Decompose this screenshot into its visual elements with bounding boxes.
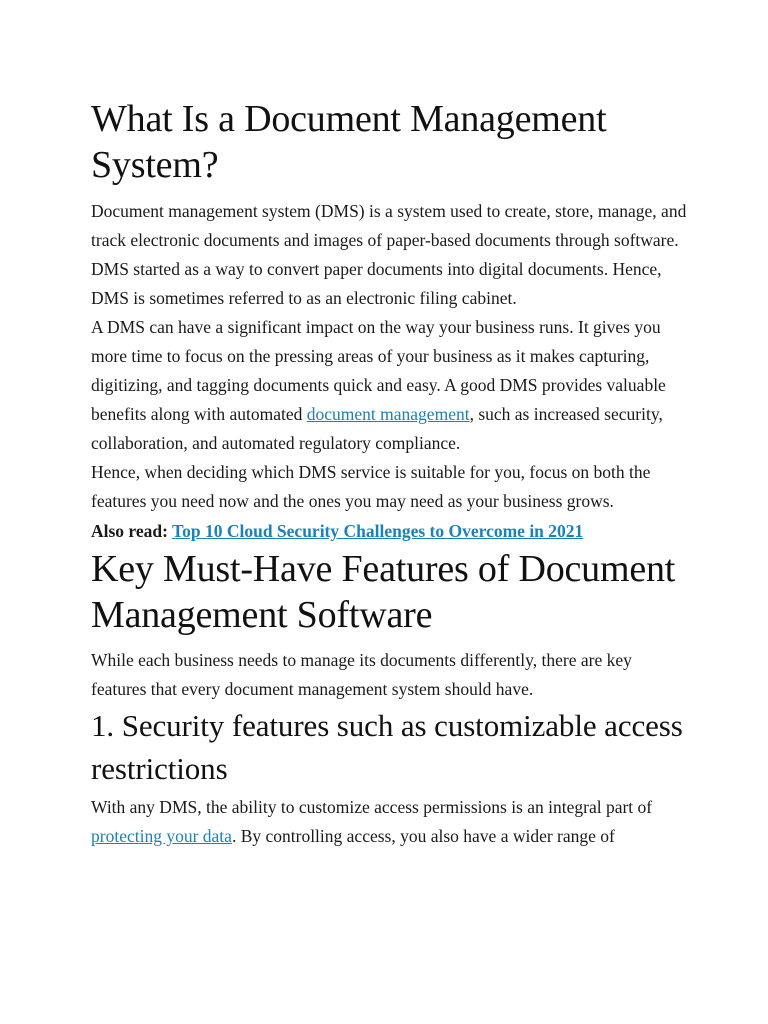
also-read-link[interactable]: Top 10 Cloud Security Challenges to Overcome in 2021 [172, 521, 584, 541]
protecting-your-data-link[interactable]: protecting your data [91, 826, 232, 846]
heading-what-is-dms: What Is a Document Management System? [91, 98, 607, 186]
paragraph-key-features-intro: While each business needs to manage its documents differently, there are key features that every document management system should have. [91, 650, 632, 699]
paragraph-dms-choice: Hence, when deciding which DMS service is suitable for you, focus on both the features you need now and the ones you may need as your business grows. [91, 462, 651, 511]
paragraph-dms-definition: Document management system (DMS) is a system used to create, store, manage, and track electronic documents and images of paper-based documents through software. DMS started as a way to convert paper documents into digital documents. Hence, DMS is sometimes referred to as an electronic filing cabinet. [91, 201, 687, 308]
heading-security-features: 1. Security features such as customizable access restrictions [91, 708, 683, 786]
heading-key-features: Key Must-Have Features of Document Management Software [91, 548, 676, 636]
paragraph-access-text-start: With any DMS, the ability to customize access permissions is an integral part of [91, 797, 653, 817]
document-management-link[interactable]: document management [306, 404, 470, 424]
paragraph-dms-impact-text-start: A DMS can have a significant impact on the way your business runs. It gives you more time to focus on the pressing areas of your business as it makes capturing, digitizing, and tagging documents quick and easy. A good DMS provides valuable benefits along with automated [91, 317, 666, 424]
paragraph-access-text-end: . By controlling access, you also have a wider range of [231, 826, 615, 846]
paragraph-access-permissions [91, 793, 691, 851]
also-read-label: Also read: [91, 521, 168, 541]
article-body [91, 96, 691, 851]
also-read [91, 517, 691, 546]
paragraph-dms-impact-text-end: , such as increased security, collaboration, and automated regulatory compliance. [91, 404, 663, 453]
paragraph-dms-impact [91, 313, 691, 458]
